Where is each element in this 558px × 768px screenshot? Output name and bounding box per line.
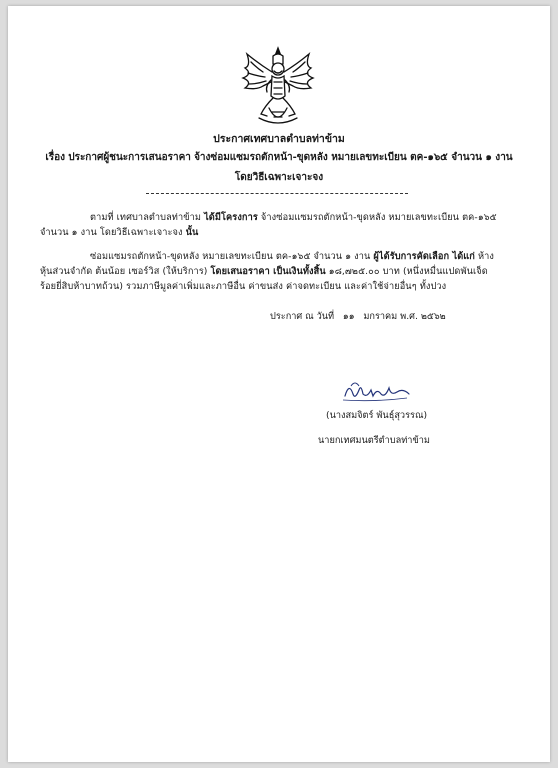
- paragraph-1-line-2: [40, 224, 520, 241]
- subject-title-rest: จ้างซ่อมแซมรถตักหน้า-ขุดหลัง หมายเลขทะเบียน ตค-๑๖๕ จำนวน ๑ งาน: [194, 152, 513, 163]
- signer-name: (นางสมจิตร์ พันธุ์สุวรรณ): [326, 410, 428, 421]
- text-segment: เทศบาลตำบลท่าข้าม: [116, 212, 202, 223]
- text-segment: ตามที่: [90, 212, 114, 223]
- subject-label: เรื่อง: [45, 152, 66, 163]
- text-segment: โดยเสนอราคา เป็นเงินทั้งสิ้น: [210, 266, 326, 277]
- signer-position: นายกเทศมนตรีตำบลท่าข้าม: [318, 435, 430, 446]
- text-segment: ห้าง: [477, 251, 494, 262]
- paragraph-2-line-3: ร้อยยี่สิบห้าบาทถ้วน) รวมภาษีมูลค่าเพิ่มและภาษีอื่น ค่าขนส่ง ค่าจดทะเบียน และค่าใช้จ่ายอื่นๆ ทั้งปวง: [40, 281, 447, 292]
- text-segment: จำนวน ๑ งาน โดยวิธีเฉพาะเจาะจง: [40, 227, 183, 238]
- document-title: ประกาศเทศบาลตำบลท่าข้าม: [213, 133, 345, 145]
- text-segment: นั้น: [185, 227, 199, 238]
- subject-title-bold: ประกาศผู้ชนะการเสนอราคา: [68, 152, 191, 163]
- text-segment: จ้างซ่อมแซมรถตักหน้า-ขุดหลัง หมายเลขทะเบียน ตค-๑๖๕: [260, 212, 497, 223]
- announcement-day: ๑๑: [342, 311, 355, 322]
- text-segment: หุ้นส่วนจำกัด ต้นน้อย เซอร์วิส (ให้บริการ): [40, 266, 208, 277]
- section-divider: [146, 193, 408, 194]
- text-segment: ซ่อมแซมรถตักหน้า-ขุดหลัง หมายเลขทะเบียน ตค-๑๖๕ จำนวน ๑ งาน: [90, 251, 371, 262]
- announcement-prefix: ประกาศ ณ วันที่: [270, 311, 335, 322]
- subject-line-2: โดยวิธีเฉพาะเจาะจง: [234, 172, 324, 183]
- garuda-emblem-icon: [239, 46, 317, 128]
- text-segment: ได้มีโครงการ: [204, 212, 258, 223]
- handwritten-signature: [341, 376, 413, 404]
- subject-line-1: [26, 148, 532, 168]
- subject-block: [26, 148, 532, 188]
- text-segment: ผู้ได้รับการคัดเลือก ได้แก่: [373, 251, 475, 262]
- text-segment: ๑๘,๗๒๕.๐๐ บาท (หนึ่งหมื่นแปดพันเจ็ด: [328, 266, 488, 277]
- announcement-month-year: มกราคม พ.ศ. ๒๕๖๒: [363, 311, 446, 322]
- announcement-date: [270, 308, 446, 325]
- document-page: [8, 6, 550, 762]
